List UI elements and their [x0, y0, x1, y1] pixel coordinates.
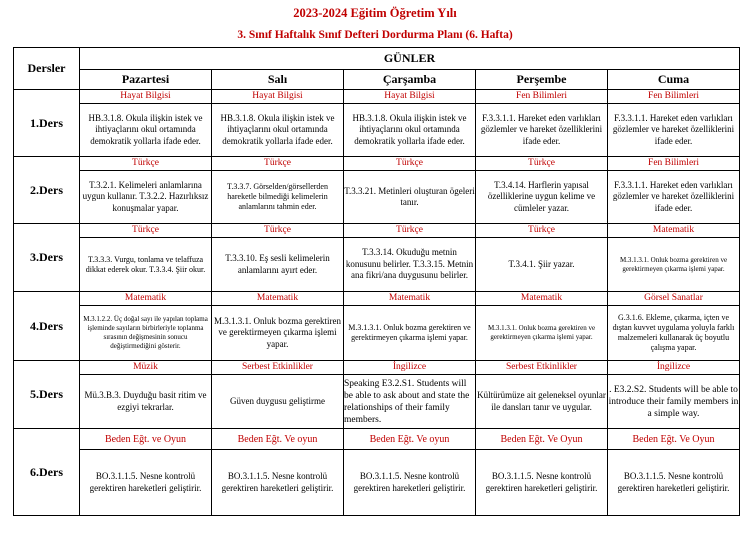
subject-cell: Türkçe — [476, 157, 608, 171]
outcome-cell: T.3.3.10. Eş sesli kelimelerin anlamlarını ayırt eder. — [212, 238, 344, 292]
subject-cell: Beden Eğt. Ve oyun — [212, 429, 344, 450]
subject-cell: Serbest Etkinlikler — [476, 361, 608, 375]
ders-label: 4.Ders — [14, 292, 80, 361]
content-row-2 — [14, 171, 740, 224]
day-header-carsamba: Çarşamba — [344, 70, 476, 90]
day-header-sali: Salı — [212, 70, 344, 90]
outcome-cell: BO.3.1.1.5. Nesne kontrolü gerektiren hareketleri geliştirir. — [212, 450, 344, 516]
outcome-cell: T.3.3.7. Görselden/görsellerden hareketle bilmediği kelimelerin anlamlarını tahmin eder. — [212, 171, 344, 224]
outcome-cell: BO.3.1.1.5. Nesne kontrolü gerektiren hareketleri geliştirir. — [476, 450, 608, 516]
outcome-cell: T.3.3.3. Vurgu, tonlama ve telaffuza dikkat ederek okur. T.3.3.4. Şiir okur. — [80, 238, 212, 292]
subject-cell: Beden Eğt. Ve Oyun — [476, 429, 608, 450]
outcome-cell: G.3.1.6. Ekleme, çıkarma, içten ve dıştan kuvvet uygulama yoluyla farklı malzemeleri kullanarak üç boyutlu çalışma yapar. — [608, 306, 740, 361]
day-header-pazartesi: Pazartesi — [80, 70, 212, 90]
subject-cell: İngilizce — [344, 361, 476, 375]
outcome-cell: Speaking E3.2.S1. Students will be able to ask about and state the relationships of their family members. — [344, 375, 476, 429]
subject-cell: Türkçe — [80, 157, 212, 171]
ders-label: 2.Ders — [14, 157, 80, 224]
gunler-header: GÜNLER — [80, 48, 740, 70]
subject-cell: Görsel Sanatlar — [608, 292, 740, 306]
outcome-cell: Güven duygusu geliştirme — [212, 375, 344, 429]
subject-cell: Matematik — [476, 292, 608, 306]
content-row-3 — [14, 238, 740, 292]
content-row-5 — [14, 375, 740, 429]
subject-cell: Türkçe — [476, 224, 608, 238]
subject-cell: Türkçe — [344, 157, 476, 171]
subject-cell: Türkçe — [344, 224, 476, 238]
outcome-cell: BO.3.1.1.5. Nesne kontrolü gerektiren hareketleri geliştirir. — [608, 450, 740, 516]
subject-cell: Türkçe — [212, 224, 344, 238]
outcome-cell: . E3.2.S2. Students will be able to introduce their family members in a simple way. — [608, 375, 740, 429]
subject-cell: Türkçe — [80, 224, 212, 238]
content-row-1 — [14, 104, 740, 157]
content-row-6 — [14, 450, 740, 516]
subject-cell: Serbest Etkinlikler — [212, 361, 344, 375]
page-subtitle: 3. Sınıf Haftalık Sınıf Defteri Dordurma Planı (6. Hafta) — [237, 29, 513, 41]
outcome-cell: Mü.3.B.3. Duyduğu basit ritim ve ezgiyi tekrarlar. — [80, 375, 212, 429]
header-row — [14, 48, 740, 70]
ders-label: 6.Ders — [14, 429, 80, 516]
days-row — [14, 70, 740, 90]
outcome-cell: M.3.1.2.2. Üç doğal sayı ile yapılan toplama işleminde sayıların birbirleriyle toplanma sırasının değişmesinin sonucu değiştirmediğini gösterir. — [80, 306, 212, 361]
subject-cell: Fen Bilimleri — [476, 90, 608, 104]
dersler-header: Dersler — [14, 48, 80, 90]
outcome-cell: HB.3.1.8. Okula ilişkin istek ve ihtiyaçlarını okul ortamında demokratik yollarla ifade eder. — [344, 104, 476, 157]
outcome-cell: BO.3.1.1.5. Nesne kontrolü gerektiren hareketleri geliştirir. — [80, 450, 212, 516]
outcome-cell: T.3.3.14. Okuduğu metnin konusunu belirler. T.3.3.15. Metnin ana fikri/ana duygusunu belirler. — [344, 238, 476, 292]
subject-row-3 — [14, 224, 740, 238]
subject-row-6 — [14, 429, 740, 450]
subject-cell: Matematik — [80, 292, 212, 306]
subject-row-5 — [14, 361, 740, 375]
subject-row-1 — [14, 90, 740, 104]
outcome-cell: T.3.3.21. Metinleri oluşturan ögeleri tanır. — [344, 171, 476, 224]
day-header-persembe: Perşembe — [476, 70, 608, 90]
day-header-cuma: Cuma — [608, 70, 740, 90]
subject-cell: Matematik — [212, 292, 344, 306]
page-title: 2023-2024 Eğitim Öğretim Yılı — [293, 6, 457, 20]
outcome-cell: T.3.4.1. Şiir yazar. — [476, 238, 608, 292]
subject-cell: Hayat Bilgisi — [80, 90, 212, 104]
outcome-cell: T.3.2.1. Kelimeleri anlamlarına uygun kullanır. T.3.2.2. Hazırlıksız konuşmalar yapar. — [80, 171, 212, 224]
subject-cell: Beden Eğt. Ve Oyun — [608, 429, 740, 450]
ders-label: 1.Ders — [14, 90, 80, 157]
schedule-table — [13, 47, 740, 516]
subject-cell: Müzik — [80, 361, 212, 375]
subject-cell: Matematik — [608, 224, 740, 238]
subject-row-4 — [14, 292, 740, 306]
outcome-cell: M.3.1.3.1. Onluk bozma gerektiren ve gerektirmeyen çıkarma işlemi yapar. — [344, 306, 476, 361]
subject-cell: Türkçe — [212, 157, 344, 171]
subject-cell: Fen Bilimleri — [608, 157, 740, 171]
subject-cell: İngilizce — [608, 361, 740, 375]
subject-row-2 — [14, 157, 740, 171]
outcome-cell: M.3.1.3.1. Onluk bozma gerektiren ve gerektirmeyen çıkarma işlemi yapar. — [212, 306, 344, 361]
outcome-cell: F.3.3.1.1. Hareket eden varlıkları gözlemler ve hareket özelliklerini ifade eder. — [476, 104, 608, 157]
outcome-cell: M.3.1.3.1. Onluk bozma gerektiren ve gerektirmeyen çıkarma işlemi yapar. — [476, 306, 608, 361]
ders-label: 5.Ders — [14, 361, 80, 429]
subject-cell: Hayat Bilgisi — [212, 90, 344, 104]
outcome-cell: HB.3.1.8. Okula ilişkin istek ve ihtiyaçlarını okul ortamında demokratik yollarla ifade eder. — [212, 104, 344, 157]
outcome-cell: M.3.1.3.1. Onluk bozma gerektiren ve gerektirmeyen çıkarma işlemi yapar. — [608, 238, 740, 292]
subject-cell: Fen Bilimleri — [608, 90, 740, 104]
ders-label: 3.Ders — [14, 224, 80, 292]
subject-cell: Beden Eğt. ve Oyun — [80, 429, 212, 450]
outcome-cell: F.3.3.1.1. Hareket eden varlıkları gözlemler ve hareket özelliklerini ifade eder. — [608, 104, 740, 157]
subject-cell: Beden Eğt. Ve oyun — [344, 429, 476, 450]
outcome-cell: HB.3.1.8. Okula ilişkin istek ve ihtiyaçlarını okul ortamında demokratik yollarla ifade eder. — [80, 104, 212, 157]
outcome-cell: BO.3.1.1.5. Nesne kontrolü gerektiren hareketleri geliştirir. — [344, 450, 476, 516]
subject-cell: Matematik — [344, 292, 476, 306]
outcome-cell: T.3.4.14. Harflerin yapısal özelliklerine uygun kelime ve cümleler yazar. — [476, 171, 608, 224]
outcome-cell: Kültürümüze ait geleneksel oyunlar ile dansları tanır ve uygular. — [476, 375, 608, 429]
content-row-4 — [14, 306, 740, 361]
outcome-cell: F.3.3.1.1. Hareket eden varlıkları gözlemler ve hareket özelliklerini ifade eder. — [608, 171, 740, 224]
subject-cell: Hayat Bilgisi — [344, 90, 476, 104]
